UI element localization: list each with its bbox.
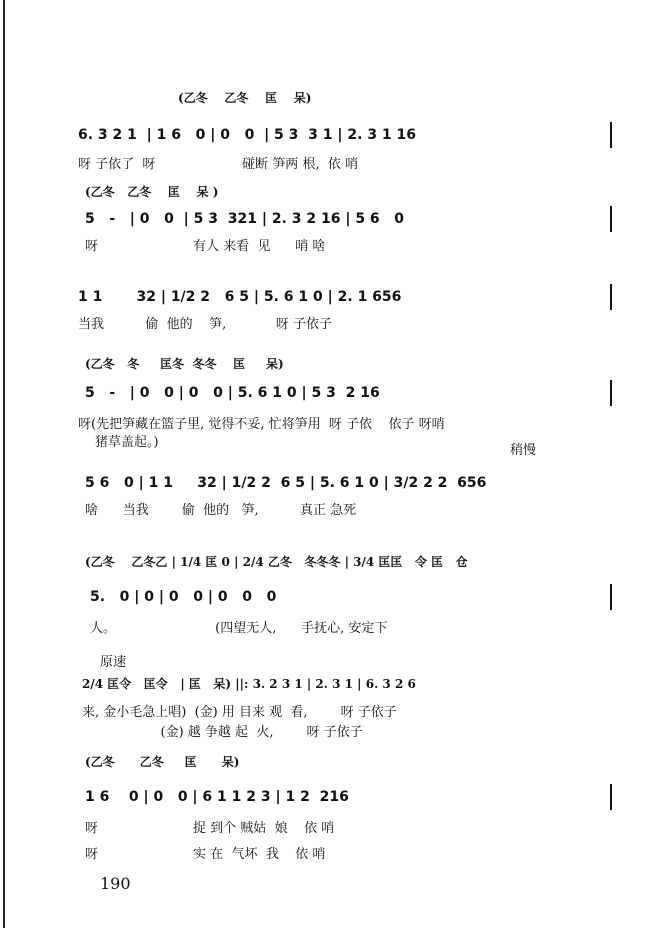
lyrics-line-7b: (金) 越 争越 起 火, 呀 子依子 [82, 725, 363, 740]
notation-line-5: 5 6 0 | 1 1 32 | 1/2 2 6 5 | 5. 6 1 0 | 3/2 2 2 656 [85, 475, 487, 491]
tempo-marking-slower: 稍慢 [510, 443, 537, 458]
lyrics-line-2: 呀 有人 来看 见 哨 啥 [85, 239, 326, 254]
lyrics-line-7a: 来, 金小毛急上唱) (金) 用 目来 观 看, 呀 子依子 [82, 705, 397, 720]
notation-line-2: 5 - | 0 0 | 5 3 321 | 2. 3 2 16 | 5 6 0 [85, 211, 405, 227]
lyrics-line-4: 呀(先把笋藏在篮子里, 觉得不妥, 忙将笋用 呀 子依 依子 呀哨 [78, 417, 445, 432]
percussion-line-4: (乙冬 冬 匡冬 冬冬 匡 呆) [85, 357, 284, 371]
lyrics-line-8a: 呀 捉 到个 贼姑 娘 依 哨 [85, 821, 335, 836]
notation-line-3: 1 1 32 | 1/2 2 6 5 | 5. 6 1 0 | 2. 1 656 [78, 289, 402, 305]
barline [610, 284, 612, 310]
page-left-border [3, 0, 5, 928]
percussion-line-8: (乙冬 乙冬 匡 呆) [85, 755, 240, 769]
lyrics-line-3: 当我 偷 他的 笋, 呀 子依子 [78, 317, 332, 332]
notation-line-4: 5 - | 0 0 | 0 0 | 5. 6 1 0 | 5 3 2 16 [85, 385, 380, 401]
lyrics-line-6: 人。 (四望无人, 手抚心, 安定下 [90, 621, 388, 636]
lyrics-line-8b: 呀 实 在 气坏 我 依 哨 [85, 847, 326, 862]
percussion-line-7: 2/4 匡令 匡令 | 匡 呆) ||: 3. 2 3 1 | 2. 3 1 | 6. 3 2 6 [82, 677, 416, 691]
tempo-marking-original: 原速 [100, 655, 127, 670]
notation-line-6: 5. 0 | 0 | 0 0 | 0 0 0 [90, 589, 277, 605]
lyrics-line-5: 啥 当我 偷 他的 笋, 真正 急死 [85, 503, 357, 518]
barline [610, 206, 612, 232]
percussion-line-6: (乙冬 乙冬乙 | 1/4 匡 0 | 2/4 乙冬 冬冬冬 | 3/4 匡匡 令 匡 仓 [85, 555, 468, 569]
notation-line-1: 6. 3 2 1 | 1 6 0 | 0 0 | 5 3 3 1 | 2. 3 1 16 [78, 127, 417, 143]
percussion-line-1: (乙冬 乙冬 匡 呆) [178, 91, 312, 105]
percussion-line-2: (乙冬 乙冬 匡 呆 ) [85, 185, 219, 199]
barline [610, 122, 612, 148]
lyrics-line-1: 呀 子依了 呀 碰断 笋两 根, 依 哨 [78, 157, 358, 172]
page-number: 190 [100, 874, 131, 893]
barline [610, 584, 612, 610]
barline [610, 784, 612, 810]
notation-line-8: 1 6 0 | 0 0 | 6 1 1 2 3 | 1 2 216 [85, 789, 349, 805]
lyrics-line-4b: 猪草盖起。) [95, 435, 159, 450]
barline [610, 380, 612, 406]
